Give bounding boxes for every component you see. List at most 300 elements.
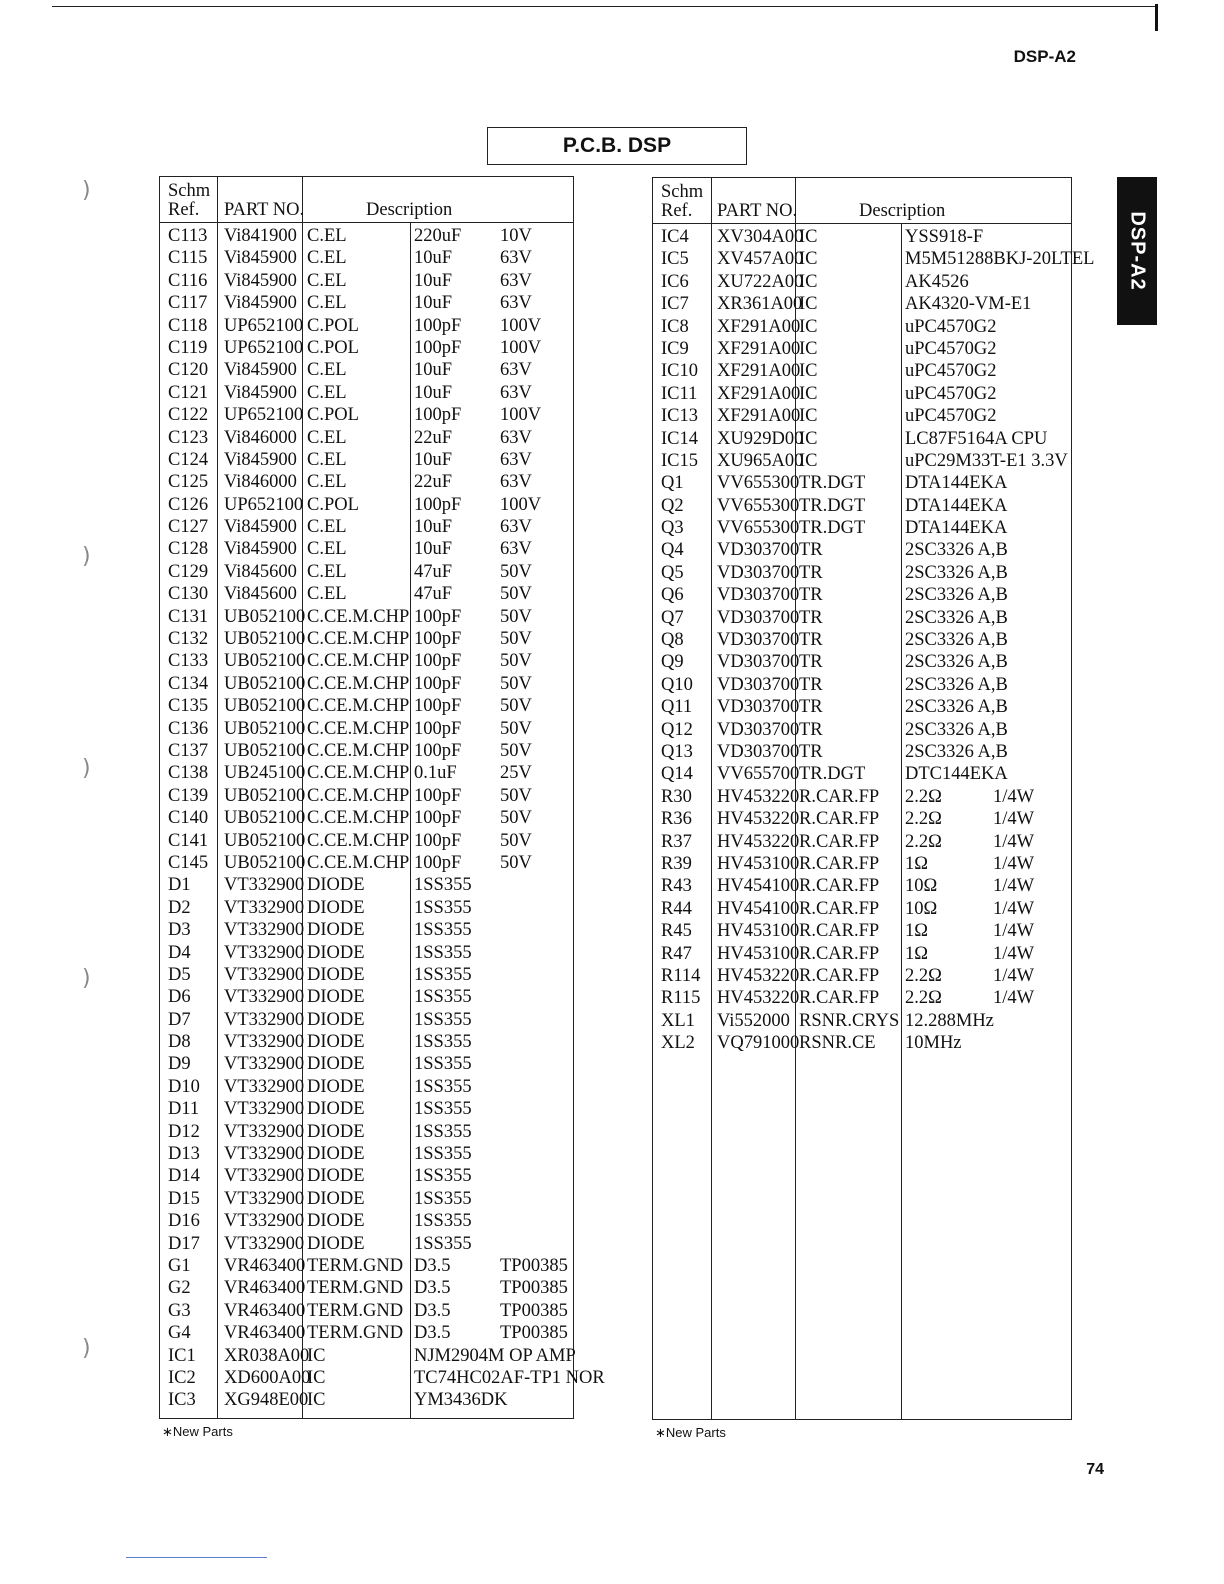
cell-part-no: UB052100 — [224, 629, 306, 650]
cell-ref: IC13 — [661, 406, 698, 427]
cell-ref: C145 — [168, 852, 209, 873]
cell-rating: 50V — [500, 808, 532, 829]
cell-type: DIODE — [307, 897, 365, 918]
header-divider — [160, 222, 573, 223]
cell-part-no: Vi846000 — [224, 427, 297, 448]
cell-type: TR.DGT — [799, 473, 866, 494]
cell-type: C.EL — [307, 449, 347, 470]
cell-value: 10Ω — [905, 898, 938, 919]
cell-value: 22uF — [414, 472, 453, 493]
cell-rating: 63V — [500, 360, 532, 381]
cell-type: DIODE — [307, 1211, 365, 1232]
cell-part-no: XV457A00 — [717, 249, 804, 270]
cell-value: 100pF — [414, 673, 462, 694]
table-row — [160, 919, 573, 941]
cell-type: DIODE — [307, 875, 365, 896]
cell-part-no: UB052100 — [224, 830, 306, 851]
table-row — [160, 471, 573, 493]
cell-type: TR.DGT — [799, 495, 866, 516]
cell-part-no: VT332900 — [224, 1032, 305, 1053]
cell-type: C.EL — [307, 517, 347, 538]
header-ref: Ref. — [168, 200, 200, 220]
cell-rating: 63V — [500, 472, 532, 493]
cell-rating: 50V — [500, 696, 532, 717]
cell-part-no: Vi845900 — [224, 270, 297, 291]
table-row — [160, 516, 573, 538]
cell-value: 1SS355 — [414, 875, 472, 896]
cell-type: R.CAR.FP — [799, 943, 880, 964]
cell-value: NJM2904M OP AMP — [414, 1345, 576, 1366]
cell-type: DIODE — [307, 1032, 365, 1053]
cell-ref: C136 — [168, 718, 209, 739]
cell-ref: D15 — [168, 1188, 200, 1209]
cell-value: 100pF — [414, 696, 462, 717]
cell-type: TR — [799, 674, 823, 695]
cell-rating: 50V — [500, 718, 532, 739]
cell-type: R.CAR.FP — [799, 898, 880, 919]
table-row — [653, 539, 1071, 561]
table-row — [653, 383, 1071, 405]
cell-rating: 100V — [500, 337, 542, 358]
cell-part-no: HV453100 — [717, 921, 800, 942]
cell-type: C.POL — [307, 315, 359, 336]
table-row — [160, 695, 573, 717]
cell-value: 1SS355 — [414, 1211, 472, 1232]
cell-rating: 50V — [500, 629, 532, 650]
cell-value: 10uF — [414, 539, 453, 560]
table-row — [653, 226, 1071, 248]
cell-part-no: VD303700 — [717, 741, 800, 762]
cell-value: 1Ω — [905, 921, 928, 942]
cell-ref: C124 — [168, 449, 209, 470]
cell-ref: C137 — [168, 740, 209, 761]
cell-part-no: VQ791000 — [717, 1033, 800, 1054]
cell-value: M5M51288BKJ-20LTEL — [905, 249, 1095, 270]
cell-ref: C120 — [168, 360, 209, 381]
cell-type: IC — [799, 361, 818, 382]
cell-value: DTA144EKA — [905, 473, 1008, 494]
cell-value: TC74HC02AF-TP1 NOR — [414, 1367, 605, 1388]
cell-value: 0.1uF — [414, 763, 457, 784]
cell-part-no: VT332900 — [224, 1144, 305, 1165]
cell-ref: C116 — [168, 270, 208, 291]
cell-type: C.CE.M.CHP — [307, 808, 410, 829]
cell-value: 2SC3326 A,B — [905, 630, 1008, 651]
cell-rating: 50V — [500, 830, 532, 851]
cell-value: 12.288MHz — [905, 1010, 994, 1031]
cell-value: uPC4570G2 — [905, 316, 997, 337]
cell-type: TR — [799, 562, 823, 583]
cell-rating: 50V — [500, 852, 532, 873]
cell-type: DIODE — [307, 920, 365, 941]
table-row — [160, 382, 573, 404]
cell-type: TERM.GND — [307, 1300, 404, 1321]
table-row — [160, 897, 573, 919]
cell-type: C.CE.M.CHP — [307, 629, 410, 650]
cell-ref: C140 — [168, 808, 209, 829]
cell-value: 2.2Ω — [905, 831, 942, 852]
table-row — [160, 986, 573, 1008]
table-row — [160, 292, 573, 314]
cell-part-no: VV655700 — [717, 764, 800, 785]
table-row — [160, 1233, 573, 1255]
cell-ref: R39 — [661, 853, 692, 874]
table-row — [653, 562, 1071, 584]
cell-type: IC — [799, 428, 818, 449]
cell-type: C.CE.M.CHP — [307, 696, 410, 717]
table-row — [160, 1277, 573, 1299]
cell-value: 2SC3326 A,B — [905, 741, 1008, 762]
cell-ref: C119 — [168, 337, 208, 358]
cell-rating: 1/4W — [993, 786, 1035, 807]
cell-ref: C123 — [168, 427, 209, 448]
cell-rating: 63V — [500, 427, 532, 448]
table-row — [653, 987, 1071, 1009]
table-row — [653, 741, 1071, 763]
cell-ref: Q14 — [661, 764, 693, 785]
table-row — [160, 1255, 573, 1277]
table-row — [160, 1165, 573, 1187]
rows-right — [653, 226, 1095, 1054]
cell-part-no: Vi845900 — [224, 360, 297, 381]
table-row — [653, 763, 1071, 785]
cell-value: YM3436DK — [414, 1390, 508, 1411]
cell-part-no: VT332900 — [224, 897, 305, 918]
cell-type: C.EL — [307, 270, 347, 291]
header-part-no: PART NO. — [717, 201, 798, 221]
cell-rating: 100V — [500, 405, 542, 426]
cell-ref: C126 — [168, 494, 209, 515]
cell-ref: G3 — [168, 1300, 191, 1321]
cell-value: 10uF — [414, 248, 453, 269]
cell-ref: D13 — [168, 1144, 200, 1165]
cell-type: IC — [307, 1390, 326, 1411]
table-row — [160, 538, 573, 560]
cell-ref: C130 — [168, 584, 209, 605]
table-row — [653, 696, 1071, 718]
cell-value: 22uF — [414, 427, 453, 448]
cell-ref: C131 — [168, 606, 209, 627]
cell-rating: 1/4W — [993, 853, 1035, 874]
cell-type: R.CAR.FP — [799, 876, 880, 897]
cell-value: D3.5 — [414, 1300, 451, 1321]
cell-part-no: VT332900 — [224, 875, 305, 896]
cell-ref: G4 — [168, 1323, 191, 1344]
cell-value: 10uF — [414, 293, 453, 314]
cell-part-no: UB052100 — [224, 718, 306, 739]
cell-type: DIODE — [307, 942, 365, 963]
cell-type: TR.DGT — [799, 518, 866, 539]
cell-ref: Q3 — [661, 518, 684, 539]
cell-part-no: VT332900 — [224, 920, 305, 941]
top-border-tick — [1155, 4, 1158, 31]
table-row — [160, 1389, 573, 1411]
cell-part-no: XU929D00 — [717, 428, 804, 449]
cell-type: DIODE — [307, 1009, 365, 1030]
cell-type: DIODE — [307, 1233, 365, 1254]
cell-value: 1SS355 — [414, 964, 472, 985]
table-row — [160, 785, 573, 807]
cell-part-no: VT332900 — [224, 1121, 305, 1142]
cell-type: TR — [799, 585, 823, 606]
cell-part-no: HV453220 — [717, 809, 800, 830]
cell-value: 10uF — [414, 360, 453, 381]
table-row — [653, 853, 1071, 875]
cell-value: 2.2Ω — [905, 988, 942, 1009]
table-row — [160, 852, 573, 874]
cell-value: 10Ω — [905, 876, 938, 897]
cell-type: TERM.GND — [307, 1323, 404, 1344]
cell-part-no: HV453100 — [717, 943, 800, 964]
cell-value: 100pF — [414, 629, 462, 650]
cell-type: R.CAR.FP — [799, 988, 880, 1009]
cell-part-no: XF291A00 — [717, 361, 801, 382]
cell-type: IC — [307, 1345, 326, 1366]
cell-part-no: UB052100 — [224, 852, 306, 873]
cell-ref: R36 — [661, 809, 692, 830]
cell-part-no: VR463400 — [224, 1323, 306, 1344]
cell-value: 10uF — [414, 449, 453, 470]
cell-type: IC — [799, 316, 818, 337]
cell-type: DIODE — [307, 987, 365, 1008]
cell-part-no: UB052100 — [224, 808, 306, 829]
cell-rating: 10V — [500, 226, 532, 246]
cell-type: DIODE — [307, 1099, 365, 1120]
cell-type: TERM.GND — [307, 1255, 404, 1276]
cell-rating: 50V — [500, 651, 532, 672]
table-row — [653, 1032, 1071, 1054]
table-row — [160, 225, 573, 247]
cell-ref: R115 — [661, 988, 701, 1009]
cell-part-no: UB052100 — [224, 785, 306, 806]
cell-value: D3.5 — [414, 1323, 451, 1344]
table-row — [160, 1121, 573, 1143]
cell-ref: C121 — [168, 382, 209, 403]
cell-rating: 63V — [500, 270, 532, 291]
table-row — [653, 338, 1071, 360]
cell-ref: IC6 — [661, 271, 689, 292]
cell-rating: 63V — [500, 539, 532, 560]
cell-type: RSNR.CE — [799, 1033, 876, 1054]
cell-part-no: XR361A00 — [717, 294, 803, 315]
table-row — [653, 943, 1071, 965]
cell-value: uPC4570G2 — [905, 338, 997, 359]
cell-ref: C118 — [168, 315, 208, 336]
cell-type: IC — [799, 294, 818, 315]
binder-hole-mark: ) — [82, 544, 91, 569]
cell-value: 2SC3326 A,B — [905, 652, 1008, 673]
table-row — [160, 1053, 573, 1075]
cell-part-no: VV655300 — [717, 495, 800, 516]
cell-part-no: VD303700 — [717, 719, 800, 740]
cell-value: uPC29M33T-E1 3.3V — [905, 450, 1068, 471]
cell-rating: 1/4W — [993, 921, 1035, 942]
cell-part-no: VT332900 — [224, 1233, 305, 1254]
cell-rating: 1/4W — [993, 965, 1035, 986]
cell-ref: C138 — [168, 763, 209, 784]
side-model-tab-label: DSP-A2 — [1126, 211, 1149, 291]
table-row — [653, 248, 1095, 270]
cell-part-no: XF291A00 — [717, 406, 801, 427]
table-row — [653, 674, 1071, 696]
table-row — [653, 920, 1071, 942]
cell-type: C.CE.M.CHP — [307, 740, 410, 761]
cell-ref: D4 — [168, 942, 191, 963]
cell-type: R.CAR.FP — [799, 965, 880, 986]
cell-rating: 50V — [500, 785, 532, 806]
cell-part-no: UP652100 — [224, 405, 304, 426]
cell-ref: IC8 — [661, 316, 689, 337]
cell-rating: 63V — [500, 449, 532, 470]
cell-type: C.EL — [307, 584, 347, 605]
cell-rating: TP00385 — [500, 1278, 568, 1299]
cell-ref: C125 — [168, 472, 209, 493]
table-row — [160, 673, 573, 695]
cell-ref: R45 — [661, 921, 692, 942]
cell-type: DIODE — [307, 1076, 365, 1097]
cell-ref: D2 — [168, 897, 191, 918]
cell-type: C.POL — [307, 405, 359, 426]
cell-value: 1SS355 — [414, 1121, 472, 1142]
cell-ref: R47 — [661, 943, 692, 964]
cell-rating: 1/4W — [993, 988, 1035, 1009]
cell-part-no: HV454100 — [717, 898, 800, 919]
cell-rating: 1/4W — [993, 898, 1035, 919]
cell-ref: C139 — [168, 785, 209, 806]
cell-part-no: UB052100 — [224, 740, 306, 761]
cell-value: 100pF — [414, 651, 462, 672]
cell-type: IC — [799, 271, 818, 292]
new-parts-note-right: ∗New Parts — [655, 1425, 726, 1440]
cell-rating: 25V — [500, 763, 532, 784]
cell-value: 10uF — [414, 270, 453, 291]
cell-value: 1SS355 — [414, 987, 472, 1008]
cell-rating: TP00385 — [500, 1323, 568, 1344]
cell-type: IC — [799, 406, 818, 427]
cell-value: 100pF — [414, 718, 462, 739]
cell-value: 100pF — [414, 315, 462, 336]
rows-left — [160, 225, 605, 1412]
parts-table-right — [652, 177, 1095, 1420]
cell-type: C.CE.M.CHP — [307, 830, 410, 851]
cell-type: RSNR.CRYS — [799, 1010, 900, 1031]
binder-hole-mark: ) — [82, 1336, 91, 1361]
cell-type: R.CAR.FP — [799, 853, 880, 874]
cell-ref: R37 — [661, 831, 692, 852]
table-row — [653, 271, 1071, 293]
cell-part-no: XG948E00 — [224, 1390, 309, 1411]
cell-part-no: UB245100 — [224, 763, 306, 784]
table-row — [160, 270, 573, 292]
cell-ref: D12 — [168, 1121, 200, 1142]
binder-hole-mark: ) — [82, 966, 91, 991]
cell-ref: C141 — [168, 830, 209, 851]
table-row — [160, 449, 573, 471]
table-row — [653, 607, 1071, 629]
cell-rating: TP00385 — [500, 1300, 568, 1321]
cell-type: C.CE.M.CHP — [307, 606, 410, 627]
cell-part-no: VT332900 — [224, 1211, 305, 1232]
cell-value: 2SC3326 A,B — [905, 719, 1008, 740]
cell-value: 1SS355 — [414, 1166, 472, 1187]
cell-rating: 50V — [500, 584, 532, 605]
cell-ref: XL2 — [661, 1033, 695, 1054]
cell-value: 10uF — [414, 382, 453, 403]
table-row — [653, 450, 1071, 472]
table-row — [160, 427, 573, 449]
cell-type: C.EL — [307, 293, 347, 314]
table-row — [160, 494, 573, 516]
cell-value: AK4526 — [905, 271, 969, 292]
cell-ref: XL1 — [661, 1010, 695, 1031]
table-row — [160, 1300, 573, 1322]
cell-value: 1SS355 — [414, 1188, 472, 1209]
cell-value: 1SS355 — [414, 1233, 472, 1254]
table-row — [160, 942, 573, 964]
cell-part-no: Vi845900 — [224, 449, 297, 470]
cell-value: 1SS355 — [414, 1054, 472, 1075]
cell-rating: TP00385 — [500, 1255, 568, 1276]
cell-rating: 1/4W — [993, 809, 1035, 830]
cell-part-no: XF291A00 — [717, 316, 801, 337]
cell-part-no: UB052100 — [224, 696, 306, 717]
cell-type: IC — [799, 450, 818, 471]
table-row — [653, 1010, 1071, 1032]
cell-part-no: VR463400 — [224, 1278, 306, 1299]
cell-ref: R44 — [661, 898, 692, 919]
cell-rating: 1/4W — [993, 831, 1035, 852]
table-row — [160, 1210, 573, 1232]
new-parts-note-left: ∗New Parts — [162, 1424, 233, 1439]
cell-value: 1SS355 — [414, 1076, 472, 1097]
cell-value: 2SC3326 A,B — [905, 607, 1008, 628]
cell-ref: IC7 — [661, 294, 689, 315]
cell-value: 1Ω — [905, 853, 928, 874]
cell-type: IC — [799, 383, 818, 404]
table-row — [160, 315, 573, 337]
cell-ref: IC15 — [661, 450, 698, 471]
cell-value: 1SS355 — [414, 1099, 472, 1120]
cell-part-no: VD303700 — [717, 585, 800, 606]
cell-part-no: XV304A00 — [717, 227, 804, 247]
cell-type: R.CAR.FP — [799, 831, 880, 852]
table-row — [653, 428, 1071, 450]
page-title: P.C.B. DSP — [487, 127, 747, 165]
cell-value: AK4320-VM-E1 — [905, 294, 1032, 315]
cell-rating: 100V — [500, 494, 542, 515]
cell-ref: C135 — [168, 696, 209, 717]
cell-type: TERM.GND — [307, 1278, 404, 1299]
cell-ref: Q1 — [661, 473, 684, 494]
cell-value: 100pF — [414, 494, 462, 515]
table-row — [653, 360, 1071, 382]
cell-rating: 1/4W — [993, 876, 1035, 897]
cell-ref: Q5 — [661, 562, 684, 583]
table-row — [653, 405, 1071, 427]
cell-ref: D7 — [168, 1009, 191, 1030]
side-model-tab — [1117, 177, 1157, 325]
footer-rule — [126, 1557, 267, 1558]
table-row — [653, 316, 1071, 338]
cell-ref: R30 — [661, 786, 692, 807]
cell-part-no: VD303700 — [717, 562, 800, 583]
cell-ref: D11 — [168, 1099, 200, 1120]
table-row — [653, 965, 1071, 987]
cell-ref: IC9 — [661, 338, 689, 359]
header-description: Description — [366, 200, 453, 220]
cell-part-no: VD303700 — [717, 697, 800, 718]
header-description: Description — [859, 201, 946, 221]
